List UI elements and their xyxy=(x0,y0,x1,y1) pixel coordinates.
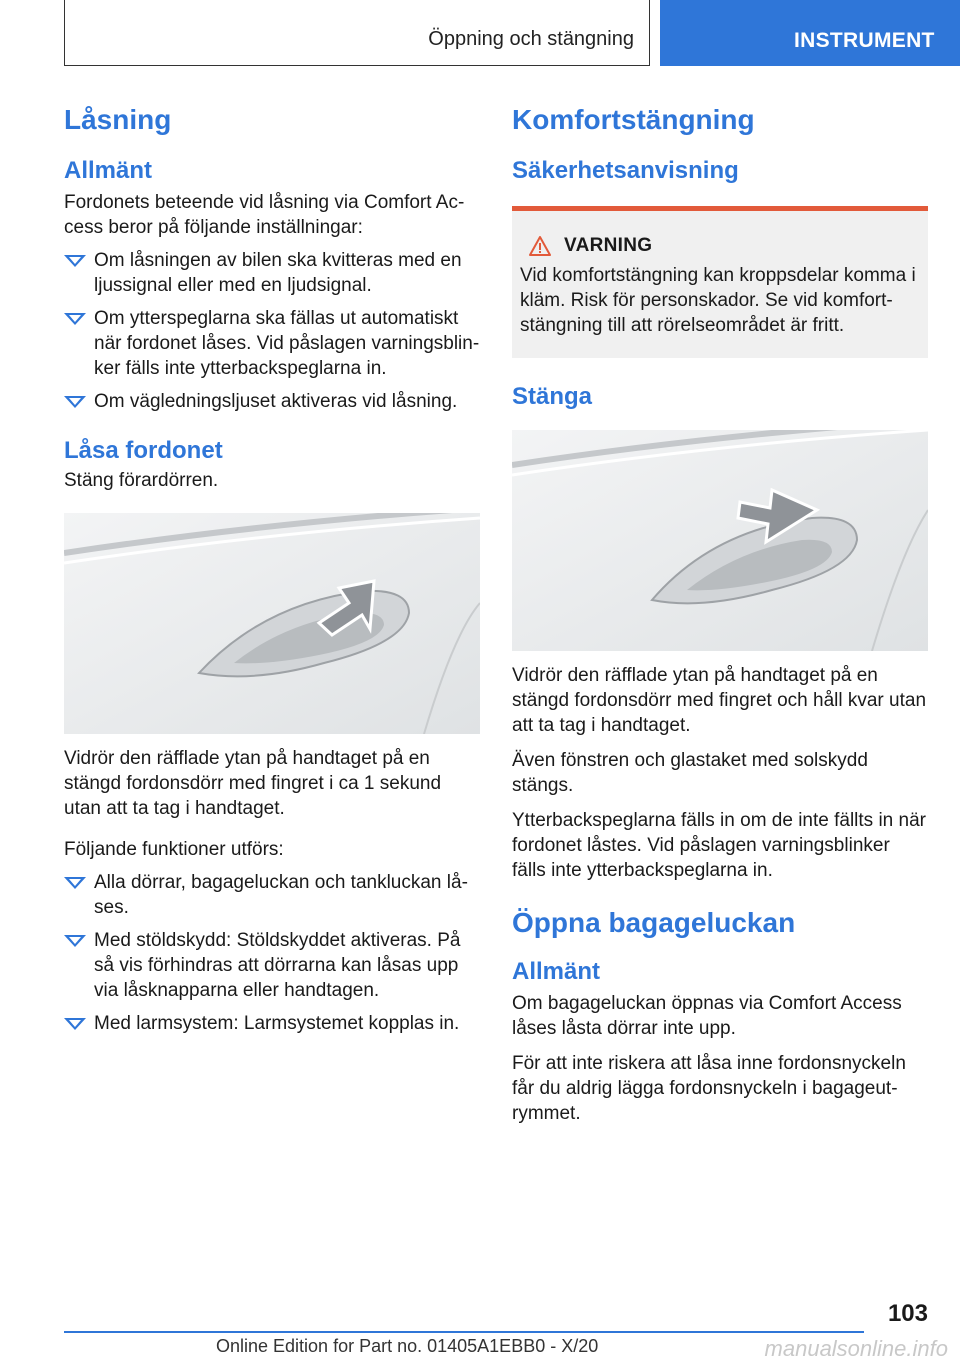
bullet-arrow-icon xyxy=(64,255,86,267)
lock-text: Stäng förardörren. xyxy=(64,470,219,491)
header-tab-instrument[interactable] xyxy=(660,0,960,66)
left-column xyxy=(64,100,480,1036)
header-section-title: Öppning och stängning xyxy=(428,28,634,50)
warning-text: Vid komfortstängning kan kroppsdelar komma i kläm. Risk för personskador. Se vid komfort-stängning till att rörelseområdet är fritt. xyxy=(520,265,916,336)
warning-triangle-icon xyxy=(528,235,552,257)
list-item: Alla dörrar, bagageluckan och tankluckan lå-ses. xyxy=(64,870,480,920)
trunk-text-2: För att inte riskera att låsa inne fordonsnyckeln får du aldrig lägga fordonsnyckeln i bagageut-rymmet. xyxy=(512,1053,906,1124)
warning-box xyxy=(512,206,928,358)
page-number: 103 xyxy=(887,1300,928,1327)
heading-sakerhetsanvisning: Säkerhetsanvisning xyxy=(512,157,739,184)
heading-komfortstangning: Komfortstängning xyxy=(512,104,755,135)
watermark: manualsonline.info xyxy=(764,1336,948,1361)
touch-text: Vidrör den räfflade ytan på handtaget på en stängd fordonsdörr med fingret i ca 1 sekund utan att ta tag i handtaget. xyxy=(64,748,442,819)
list-item: Om ytterspeglarna ska fällas ut automatiskt när fordonet låses. Vid påslagen varningsblin-ker fälls inte ytterbackspeglarna in. xyxy=(64,306,480,381)
mirrors-text: Ytterbackspeglarna fälls in om de inte fällts in när fordonet låstes. Vid påslagen varningsblinker fälls inte ytterbackspeglarna in. xyxy=(512,810,926,881)
warning-head xyxy=(520,235,920,257)
header-tab-label: INSTRUMENT xyxy=(794,29,935,52)
bullet-arrow-icon xyxy=(64,877,86,889)
list-item: Med larmsystem: Larmsystemet kopplas in. xyxy=(64,1011,480,1036)
list-item: Om låsningen av bilen ska kvitteras med en ljussignal eller med en ljudsignal. xyxy=(64,248,480,298)
heading-stanga: Stänga xyxy=(512,383,593,410)
bullet-arrow-icon xyxy=(64,396,86,408)
settings-list xyxy=(64,248,480,414)
windows-text: Även fönstren och glastaket med solskydd stängs. xyxy=(512,750,868,796)
bullet-arrow-icon xyxy=(64,935,86,947)
heading-oppna-bagageluckan: Öppna bagageluckan xyxy=(512,907,796,938)
footer-rule xyxy=(64,1331,864,1333)
heading-lasning: Låsning xyxy=(64,104,172,135)
list-item: Med stöldskydd: Stöldskyddet aktiveras. På så vis förhindras att dörrarna kan låsas upp via låsknapparna eller handtagen. xyxy=(64,928,480,1003)
heading-allmant-trunk: Allmänt xyxy=(512,958,601,985)
right-column xyxy=(512,100,928,1126)
functions-list xyxy=(64,870,480,1036)
allmant-text: Fordonets beteende vid låsning via Comfort Ac-cess beror på följande inställningar: xyxy=(64,192,465,238)
footer-edition-text: Online Edition for Part no. 01405A1EBB0 - X/20 xyxy=(216,1336,599,1356)
close-text: Vidrör den räfflade ytan på handtaget på en stängd fordonsdörr med fingret och håll kvar utan att ta tag i handtaget. xyxy=(512,665,927,736)
list-item: Om vägledningsljuset aktiveras vid låsning. xyxy=(64,389,480,414)
door-handle-close-image xyxy=(512,430,928,651)
door-handle-image xyxy=(64,513,480,734)
heading-lasa-fordonet: Låsa fordonet xyxy=(64,437,223,464)
trunk-text-1: Om bagageluckan öppnas via Comfort Access låses låsta dörrar inte upp. xyxy=(512,993,902,1039)
warning-title: VARNING xyxy=(564,235,653,256)
functions-intro: Följande funktioner utförs: xyxy=(64,839,284,860)
bullet-arrow-icon xyxy=(64,1018,86,1030)
heading-allmant: Allmänt xyxy=(64,157,153,184)
bullet-arrow-icon xyxy=(64,313,86,325)
